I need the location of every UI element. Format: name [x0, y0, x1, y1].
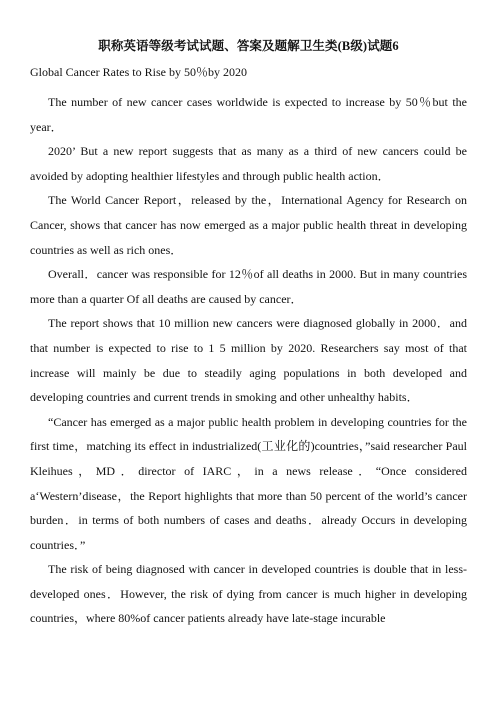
- paragraph: The report shows that 10 million new cancers were diagnosed globally in 2000．and that number is expected to rise to 1 5 million by 2020. Researchers say most of that increase will mainly be due to steadily aging populations in both developed and developing countries and current trends in smoking and other unhealthy habits．: [30, 316, 467, 405]
- paragraph: “Cancer has emerged as a major public health problem in developing countries for the first time，matching its effect in industrialized(工业化的)countries，”said researcher Paul Kleihues，MD．director of IARC，in a news release．“Once considered a‘Western’disease，the Report highlights that more than 50 percent of the world’s cancer burden．in terms of both numbers of cases and deaths．already Occurs in developing countries．”: [30, 414, 467, 552]
- document-title: 职称英语等级考试试题、答案及题解卫生类(B级)试题6: [98, 39, 399, 53]
- paragraph: Overall．cancer was responsible for 12％of all deaths in 2000. But in many countries more than a quarter Of all deaths are caused by cancer．: [30, 267, 467, 306]
- paragraph: The risk of being diagnosed with cancer in developed countries is double that in less-developed ones．However, the risk of dying from cancer is much higher in developing countries，where 80%of cancer patients already have late-stage incurable: [30, 562, 467, 626]
- paragraph: The World Cancer Report，released by the，International Agency for Research on Cancer, shows that cancer has now emerged as a major public health threat in developing countries as well as rich ones．: [30, 193, 467, 257]
- paragraph: 2020’ But a new report suggests that as many as a third of new cancers could be avoided by adopting healthier lifestyles and through public health action．: [30, 144, 467, 183]
- article-heading: Global Cancer Rates to Rise by 50％by 2020: [30, 65, 247, 79]
- paragraph: The number of new cancer cases worldwide is expected to increase by 50％but the year．: [30, 95, 467, 134]
